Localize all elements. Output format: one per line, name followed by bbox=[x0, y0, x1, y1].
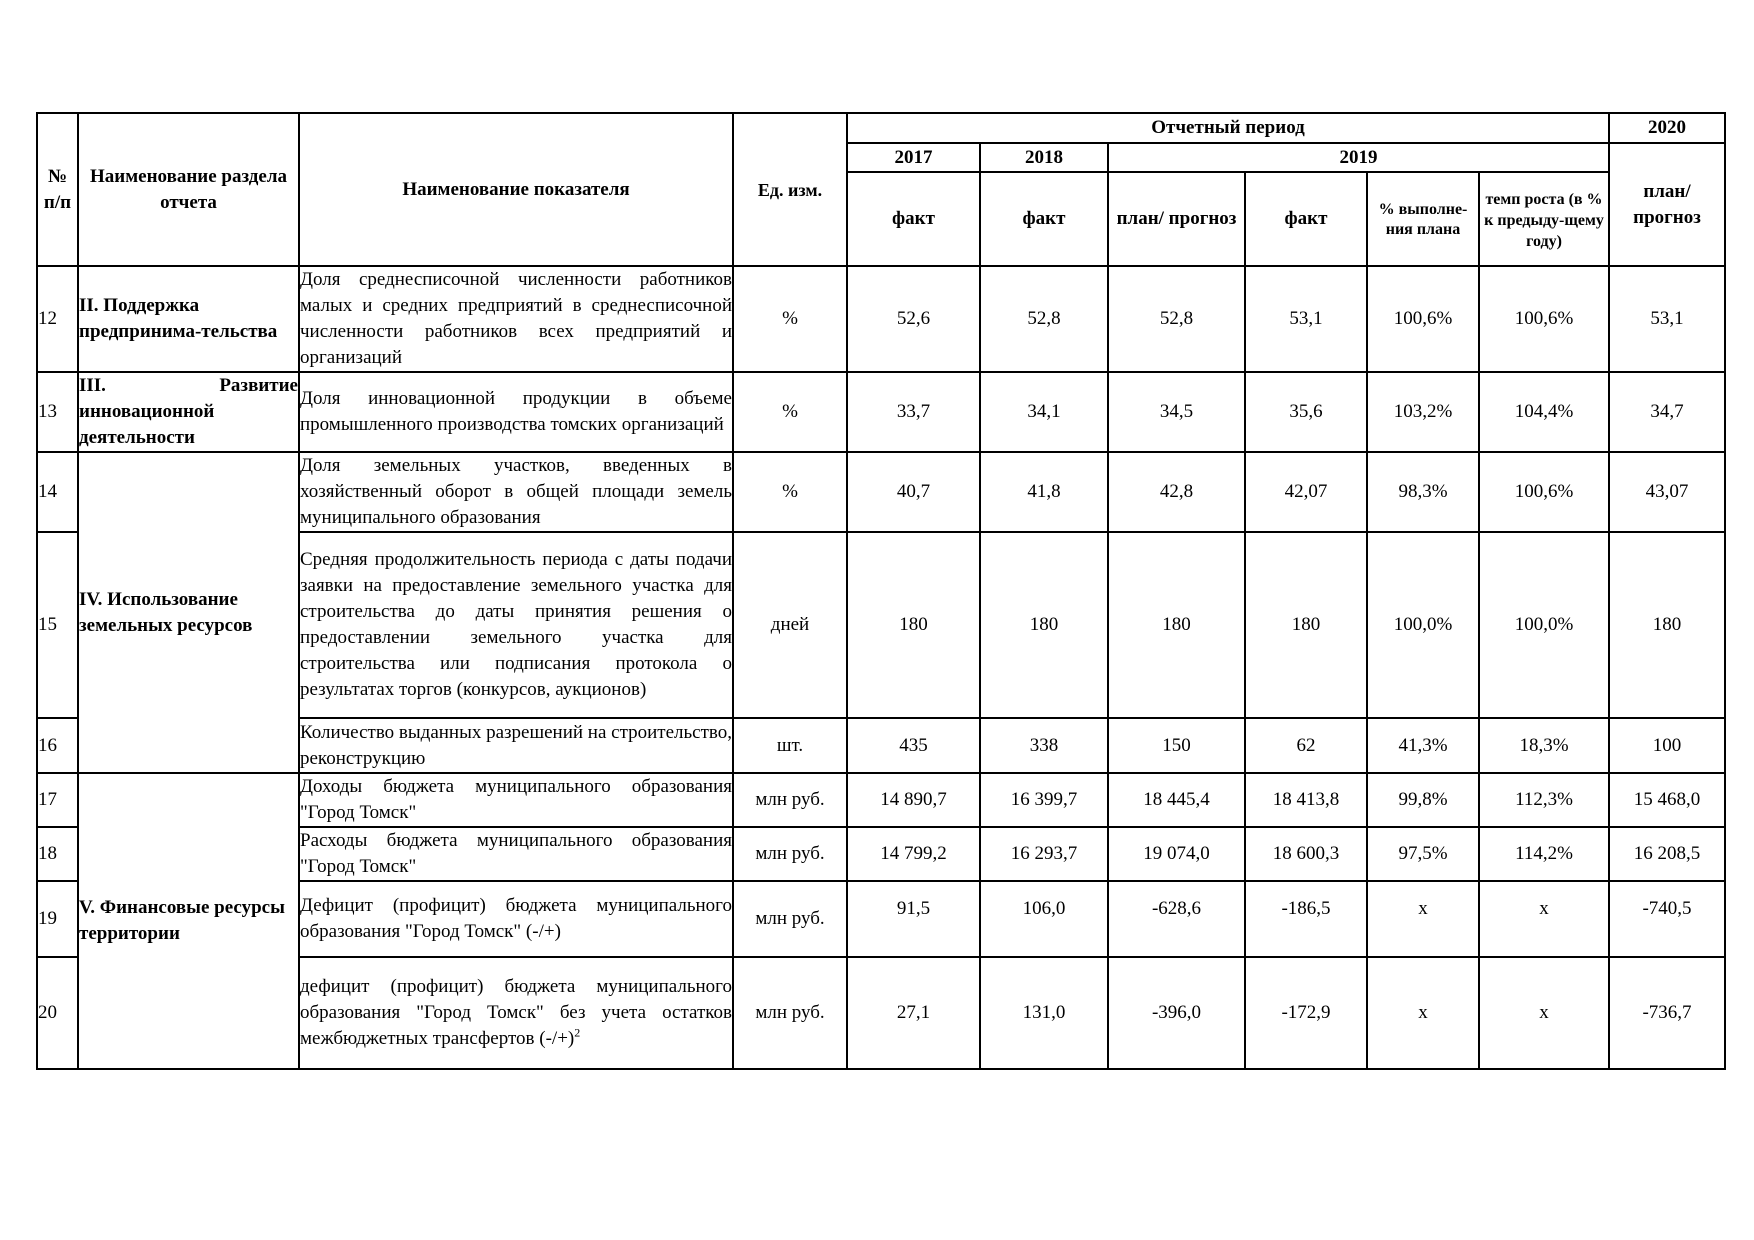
fact-2019: 18 413,8 bbox=[1245, 773, 1367, 827]
header-growth: темп роста (в % к предыду-щему году) bbox=[1479, 172, 1609, 266]
row-number: 16 bbox=[37, 718, 78, 773]
unit: млн руб. bbox=[733, 881, 847, 957]
table-row bbox=[37, 773, 1725, 827]
fact-2019: -186,5 bbox=[1245, 881, 1367, 957]
fact-2017: 14 890,7 bbox=[847, 773, 980, 827]
header-2019: 2019 bbox=[1108, 143, 1609, 172]
fact-2018: 180 bbox=[980, 532, 1108, 718]
fact-2019: 180 bbox=[1245, 532, 1367, 718]
indicator-name: Дефицит (профицит) бюджета муниципального образования "Город Томск" (-/+) bbox=[299, 881, 733, 957]
header-pct-plan: % выполне-ния плана bbox=[1367, 172, 1479, 266]
indicator-name: Расходы бюджета муниципального образования "Город Томск" bbox=[299, 827, 733, 881]
section-name: III. Развитие инновационной деятельности bbox=[78, 372, 299, 452]
growth-rate: х bbox=[1479, 957, 1609, 1069]
fact-2017: 27,1 bbox=[847, 957, 980, 1069]
growth-rate: 100,6% bbox=[1479, 266, 1609, 372]
header-plan-2019: план/ прогноз bbox=[1108, 172, 1245, 266]
fact-2018: 41,8 bbox=[980, 452, 1108, 532]
fact-2019: 53,1 bbox=[1245, 266, 1367, 372]
fact-2018: 131,0 bbox=[980, 957, 1108, 1069]
pct-plan: 41,3% bbox=[1367, 718, 1479, 773]
pct-plan: 100,0% bbox=[1367, 532, 1479, 718]
fact-2018: 16 293,7 bbox=[980, 827, 1108, 881]
unit: % bbox=[733, 452, 847, 532]
fact-2017: 435 bbox=[847, 718, 980, 773]
indicator-name: Средняя продолжительность периода с даты подачи заявки на предоставление земельного участка для строительства до даты принятия решения о предоставлении земельного участка для строительства или подписания протокола о результатах торгов (конкурсов, аукционов) bbox=[299, 532, 733, 718]
row-number: 12 bbox=[37, 266, 78, 372]
plan-2019: 180 bbox=[1108, 532, 1245, 718]
section-name: IV. Использование земельных ресурсов bbox=[78, 452, 299, 773]
unit: млн руб. bbox=[733, 827, 847, 881]
section-name: V. Финансовые ресурсы территории bbox=[78, 773, 299, 1069]
fact-2017: 91,5 bbox=[847, 881, 980, 957]
plan-2020: 100 bbox=[1609, 718, 1725, 773]
plan-2020: 180 bbox=[1609, 532, 1725, 718]
unit: млн руб. bbox=[733, 957, 847, 1069]
plan-2019: 19 074,0 bbox=[1108, 827, 1245, 881]
row-number: 20 bbox=[37, 957, 78, 1069]
pct-plan: х bbox=[1367, 957, 1479, 1069]
fact-2017: 40,7 bbox=[847, 452, 980, 532]
plan-2020: -740,5 bbox=[1609, 881, 1725, 957]
plan-2019: -628,6 bbox=[1108, 881, 1245, 957]
table-row bbox=[37, 266, 1725, 372]
header-indicator: Наименование показателя bbox=[299, 113, 733, 266]
pct-plan: 99,8% bbox=[1367, 773, 1479, 827]
plan-2019: 150 bbox=[1108, 718, 1245, 773]
pct-plan: 100,6% bbox=[1367, 266, 1479, 372]
pct-plan: 98,3% bbox=[1367, 452, 1479, 532]
pct-plan: 97,5% bbox=[1367, 827, 1479, 881]
growth-rate: 100,6% bbox=[1479, 452, 1609, 532]
plan-2019: 18 445,4 bbox=[1108, 773, 1245, 827]
plan-2019: -396,0 bbox=[1108, 957, 1245, 1069]
plan-2020: -736,7 bbox=[1609, 957, 1725, 1069]
fact-2017: 33,7 bbox=[847, 372, 980, 452]
header-unit: Ед. изм. bbox=[733, 113, 847, 266]
plan-2019: 42,8 bbox=[1108, 452, 1245, 532]
growth-rate: 112,3% bbox=[1479, 773, 1609, 827]
header-fact-2019: факт bbox=[1245, 172, 1367, 266]
fact-2019: 18 600,3 bbox=[1245, 827, 1367, 881]
fact-2019: 42,07 bbox=[1245, 452, 1367, 532]
header-2017: 2017 bbox=[847, 143, 980, 172]
fact-2019: 35,6 bbox=[1245, 372, 1367, 452]
pct-plan: х bbox=[1367, 881, 1479, 957]
fact-2018: 52,8 bbox=[980, 266, 1108, 372]
fact-2018: 16 399,7 bbox=[980, 773, 1108, 827]
fact-2019: 62 bbox=[1245, 718, 1367, 773]
growth-rate: 104,4% bbox=[1479, 372, 1609, 452]
pct-plan: 103,2% bbox=[1367, 372, 1479, 452]
header-fact-2017: факт bbox=[847, 172, 980, 266]
footnote-mark: 2 bbox=[574, 1025, 581, 1040]
plan-2020: 34,7 bbox=[1609, 372, 1725, 452]
unit: млн руб. bbox=[733, 773, 847, 827]
section-name: II. Поддержка предпринима-тельства bbox=[78, 266, 299, 372]
header-2020: 2020 bbox=[1609, 113, 1725, 143]
fact-2018: 34,1 bbox=[980, 372, 1108, 452]
row-number: 14 bbox=[37, 452, 78, 532]
plan-2020: 16 208,5 bbox=[1609, 827, 1725, 881]
row-number: 15 bbox=[37, 532, 78, 718]
indicator-name: Доля земельных участков, введенных в хозяйственный оборот в общей площади земель муниципального образования bbox=[299, 452, 733, 532]
fact-2017: 180 bbox=[847, 532, 980, 718]
table-row bbox=[37, 372, 1725, 452]
unit: шт. bbox=[733, 718, 847, 773]
plan-2020: 15 468,0 bbox=[1609, 773, 1725, 827]
indicator-name: Количество выданных разрешений на строительство, реконструкцию bbox=[299, 718, 733, 773]
unit: % bbox=[733, 372, 847, 452]
plan-2019: 34,5 bbox=[1108, 372, 1245, 452]
plan-2020: 53,1 bbox=[1609, 266, 1725, 372]
header-section: Наименование раздела отчета bbox=[78, 113, 299, 266]
plan-2020: 43,07 bbox=[1609, 452, 1725, 532]
fact-2018: 338 bbox=[980, 718, 1108, 773]
growth-rate: 100,0% bbox=[1479, 532, 1609, 718]
growth-rate: 114,2% bbox=[1479, 827, 1609, 881]
report-table bbox=[36, 112, 1726, 1070]
row-number: 13 bbox=[37, 372, 78, 452]
growth-rate: х bbox=[1479, 881, 1609, 957]
indicator-name: Доходы бюджета муниципального образования "Город Томск" bbox=[299, 773, 733, 827]
fact-2019: -172,9 bbox=[1245, 957, 1367, 1069]
row-number: 19 bbox=[37, 881, 78, 957]
fact-2017: 14 799,2 bbox=[847, 827, 980, 881]
unit: % bbox=[733, 266, 847, 372]
indicator-name: Доля инновационной продукции в объеме промышленного производства томских организаций bbox=[299, 372, 733, 452]
fact-2018: 106,0 bbox=[980, 881, 1108, 957]
header-plan-2020: план/ прогноз bbox=[1609, 143, 1725, 266]
indicator-name: дефицит (профицит) бюджета муниципального образования "Город Томск" без учета остатков межбюджетных трансфертов $(-/+)^2$ bbox=[299, 957, 733, 1069]
growth-rate: 18,3% bbox=[1479, 718, 1609, 773]
header-2018: 2018 bbox=[980, 143, 1108, 172]
fact-2017: 52,6 bbox=[847, 266, 980, 372]
header-num: № п/п bbox=[37, 113, 78, 266]
indicator-name: Доля среднесписочной численности работников малых и средних предприятий в среднесписочной численности работников всех предприятий и организаций bbox=[299, 266, 733, 372]
plan-2019: 52,8 bbox=[1108, 266, 1245, 372]
table-row bbox=[37, 452, 1725, 532]
unit: дней bbox=[733, 532, 847, 718]
row-number: 18 bbox=[37, 827, 78, 881]
row-number: 17 bbox=[37, 773, 78, 827]
header-fact-2018: факт bbox=[980, 172, 1108, 266]
header-period: Отчетный период bbox=[847, 113, 1609, 143]
